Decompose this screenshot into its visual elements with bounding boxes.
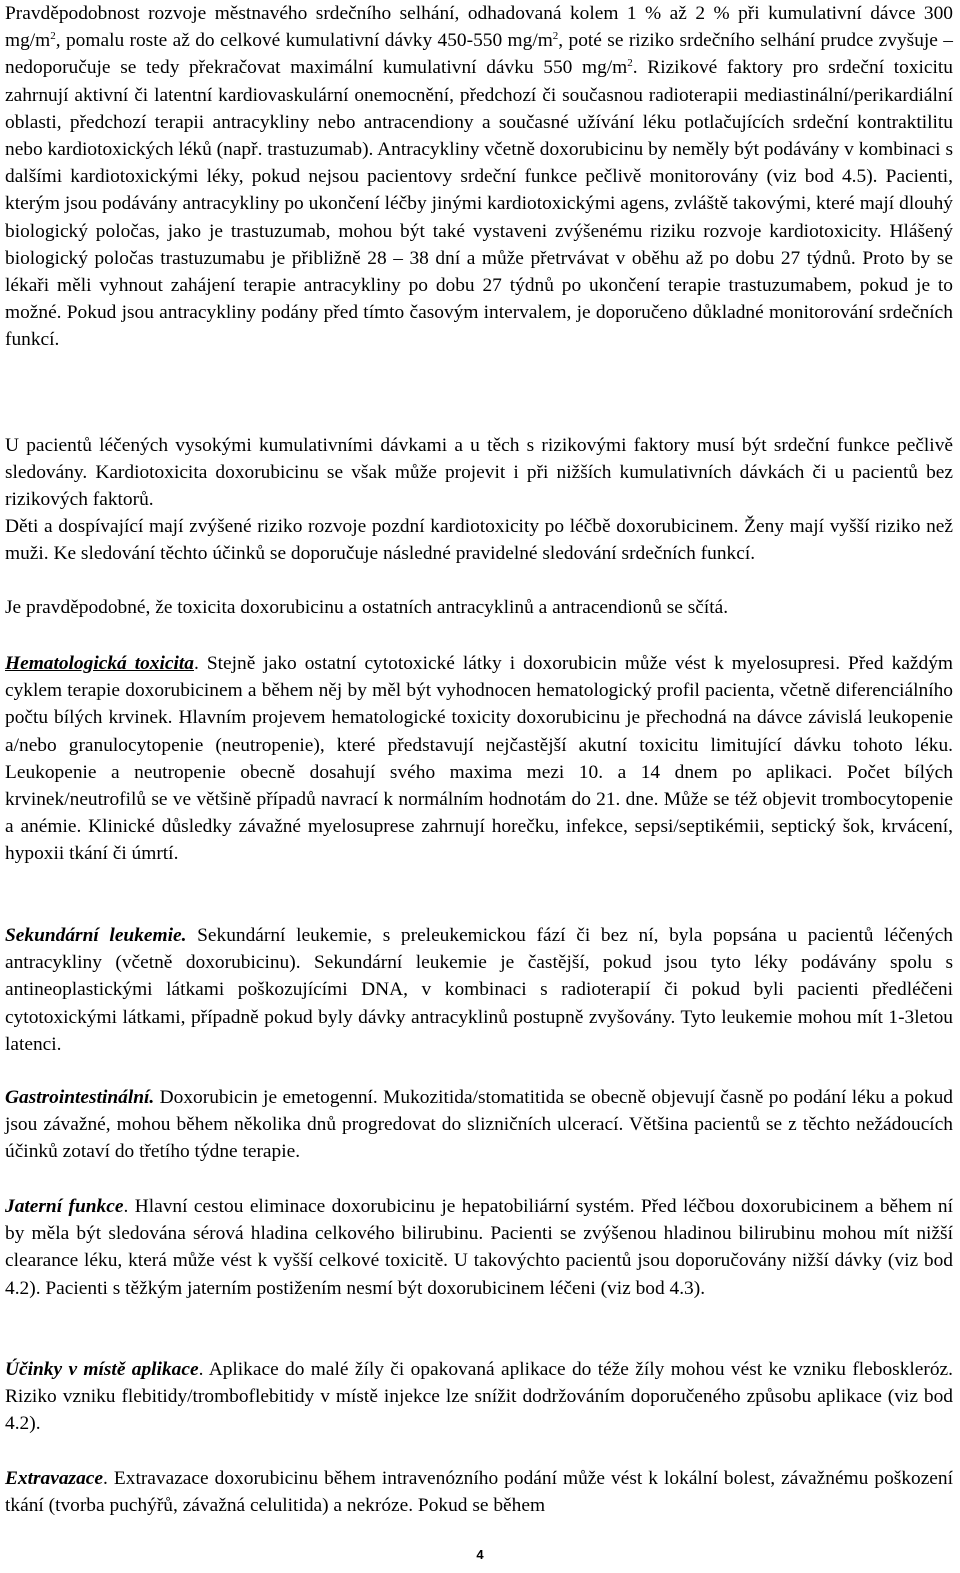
paragraph-text: . Rizikové faktory pro srdeční toxicitu zahrnují aktivní či latentní kardiovaskulární onemocnění, předchozí či současnou radioterapii mediastinální/perikardiální oblasti, předchozí terapii antracykliny nebo antracendiony a současné užívání léku potlačujících srdeční kontraktilitu nebo kardiotoxických léků (např. trastuzumab). Antracykliny včetně doxorubicinu by neměly být podávány v kombinaci s dalšími kardiotoxickými léky, pokud nejsou pacientovy srdeční funkce pečlivě monitorovány (viz bod 4.5). Pacienti, kterým jsou podávány antracykliny po ukončení léčby jinými kardiotoxickými agens, zvláště takovými, které mají dlouhý biologický poločas, jako je trastuzumab, mohou být také vystaveni zvýšenému riziku rozvoje kardiotoxicity. Hlášený biologický poločas trastuzumabu je přibližně 28 – 38 dní a může přetrvávat v oběhu až po dobu 27 týdnů. Proto by se lékaři měli vyhnout zahájení terapie antracykliny po dobu 27 týdnů po ukončení terapie trastuzumabem, pokud je to možné. Pokud jsou antracykliny podány před tímto časovým intervalem, je doporučeno důkladné monitorování srdečních funkcí. bbox=[5, 57, 953, 351]
superscript: 2 bbox=[627, 57, 633, 70]
section-body: Sekundární leukemie, s preleukemickou fází či bez ní, byla popsána u pacientů léčených antracykliny (včetně doxorubicinu). Sekundární leukemie je častější, pokud jsou tyto léky podávány spolu s antineoplastickými látkami poškozujícími DNA, v kombinaci s radioterapií či pokud byli pacienti předléčeni cytotoxickými látkami, případně pokud byly dávky antracyklinů postupně zvyšovány. Tyto leukemie mohou mít 1-3letou latenci. bbox=[5, 925, 953, 1055]
superscript: 2 bbox=[50, 30, 56, 43]
paragraph-text: , pomalu roste až do celkové kumulativní dávky 450-550 mg/m bbox=[55, 30, 553, 52]
superscript: 2 bbox=[552, 30, 559, 43]
section-hematologic-toxicity bbox=[5, 650, 953, 868]
paragraph-additive-toxicity: Je pravděpodobné, že toxicita doxorubicinu a ostatních antracyklinů a antracendionů se sčítá. bbox=[5, 597, 729, 618]
paragraph-text: , poté se riziko srdečního selhání prudce zvyšuje – nedoporučuje se tedy překračovat maximální kumulativní dávku 550 mg/m bbox=[5, 30, 953, 79]
paragraph-risk-monitoring: U pacientů léčených vysokými kumulativními dávkami a u těch s rizikovými faktory musí být srdeční funkce pečlivě sledovány. Kardiotoxicita doxorubicinu se však může projevit i při nižších kumulativních dávkách či u pacientů bez rizikových faktorů. bbox=[5, 435, 953, 511]
section-body: . Aplikace do malé žíly či opakovaná aplikace do téže žíly mohou vést ke vzniku fleboskleróz. Riziko vzniku flebitidy/tromboflebitidy v místě injekce lze snížit dodržováním doporučeného způsobu aplikace (viz bod 4.2). bbox=[5, 1359, 953, 1435]
section-body: . Hlavní cestou eliminace doxorubicinu je hepatobiliární systém. Před léčbou doxorubicinem a během ní by měla být sledována sérová hladina celkového bilirubinu. Pacienti se zvýšenou hladinou bilirubinu mohou mít nižší clearance léku, která může vést k vyšší celkové toxicitě. U takovýchto pacientů jsou doporučovány nižší dávky (viz bod 4.2). Pacienti s těžkým jaterním postižením nesmí být doxorubicinem léčeni (viz bod 4.3). bbox=[5, 1196, 954, 1299]
section-title: Sekundární leukemie. bbox=[5, 925, 187, 946]
section-body: . Stejně jako ostatní cytotoxické látky i doxorubicin může vést k myelosupresi. Před každým cyklem terapie doxorubicinem a během něj by měl být vyhodnocen hematologický profil pacienta, včetně diferenciálního počtu bílých krvinek. Hlavním projevem hematologické toxicity doxorubicinu je přechodná na dávce závislá leukopenie a/nebo granulocytopenie (neutropenie), které představují nejčastější akutní toxicitu limitující dávku tohoto léku. Leukopenie a neutropenie obecně dosahují svého maxima mezi 10. a 14 dnem po aplikaci. Počet bílých krvinek/neutrofilů se ve většině případů navrací k normálním hodnotám do 21. dne. Může se též objevit trombocytopenie a anémie. Klinické důsledky závažné myelosuprese zahrnují horečku, infekce, sepsi/septikémii, septický šok, krvácení, hypoxii tkání či úmrtí. bbox=[5, 653, 954, 865]
section-injection-site bbox=[5, 1356, 953, 1438]
section-title: Extravazace bbox=[5, 1468, 104, 1489]
section-body: Doxorubicin je emetogenní. Mukozitida/stomatitida se obecně objevují časně po podání léku a pokud jsou závažné, mohou během několika dnů progredovat do slizničních ulcerací. Většina pacientů se z těchto nežádoucích účinků zotaví do třetího týdne terapie. bbox=[5, 1087, 953, 1163]
section-title: Hematologická toxicita bbox=[5, 653, 194, 674]
section-liver-function bbox=[5, 1193, 953, 1302]
section-title: Účinky v místě aplikace bbox=[5, 1359, 199, 1380]
paragraph-cardiotoxicity bbox=[5, 0, 953, 354]
paragraph-children: Děti a dospívající mají zvýšené riziko rozvoje pozdní kardiotoxicity po léčbě doxorubicinem. Ženy mají vyšší riziko než muži. Ke sledování těchto účinků se doporučuje následné pravidelné sledování srdečních funkcí. bbox=[5, 516, 953, 565]
section-extravasation bbox=[5, 1465, 953, 1519]
section-title: Gastrointestinální. bbox=[5, 1087, 155, 1108]
section-secondary-leukemia bbox=[5, 922, 953, 1058]
section-gastrointestinal bbox=[5, 1084, 953, 1166]
section-title: Jaterní funkce bbox=[5, 1196, 124, 1217]
page-number: 4 bbox=[476, 1547, 484, 1562]
section-body: . Extravazace doxorubicinu během intravenózního podání může vést k lokální bolest, závažnému poškození tkání (tvorba puchýřů, závažná celulitida) a nekróze. Pokud se během bbox=[5, 1468, 953, 1517]
paragraph-text: Pravděpodobnost rozvoje městnavého srdečního selhání, odhadovaná kolem 1 % až 2 % při kumulativní dávce 300 mg/m bbox=[5, 3, 953, 52]
